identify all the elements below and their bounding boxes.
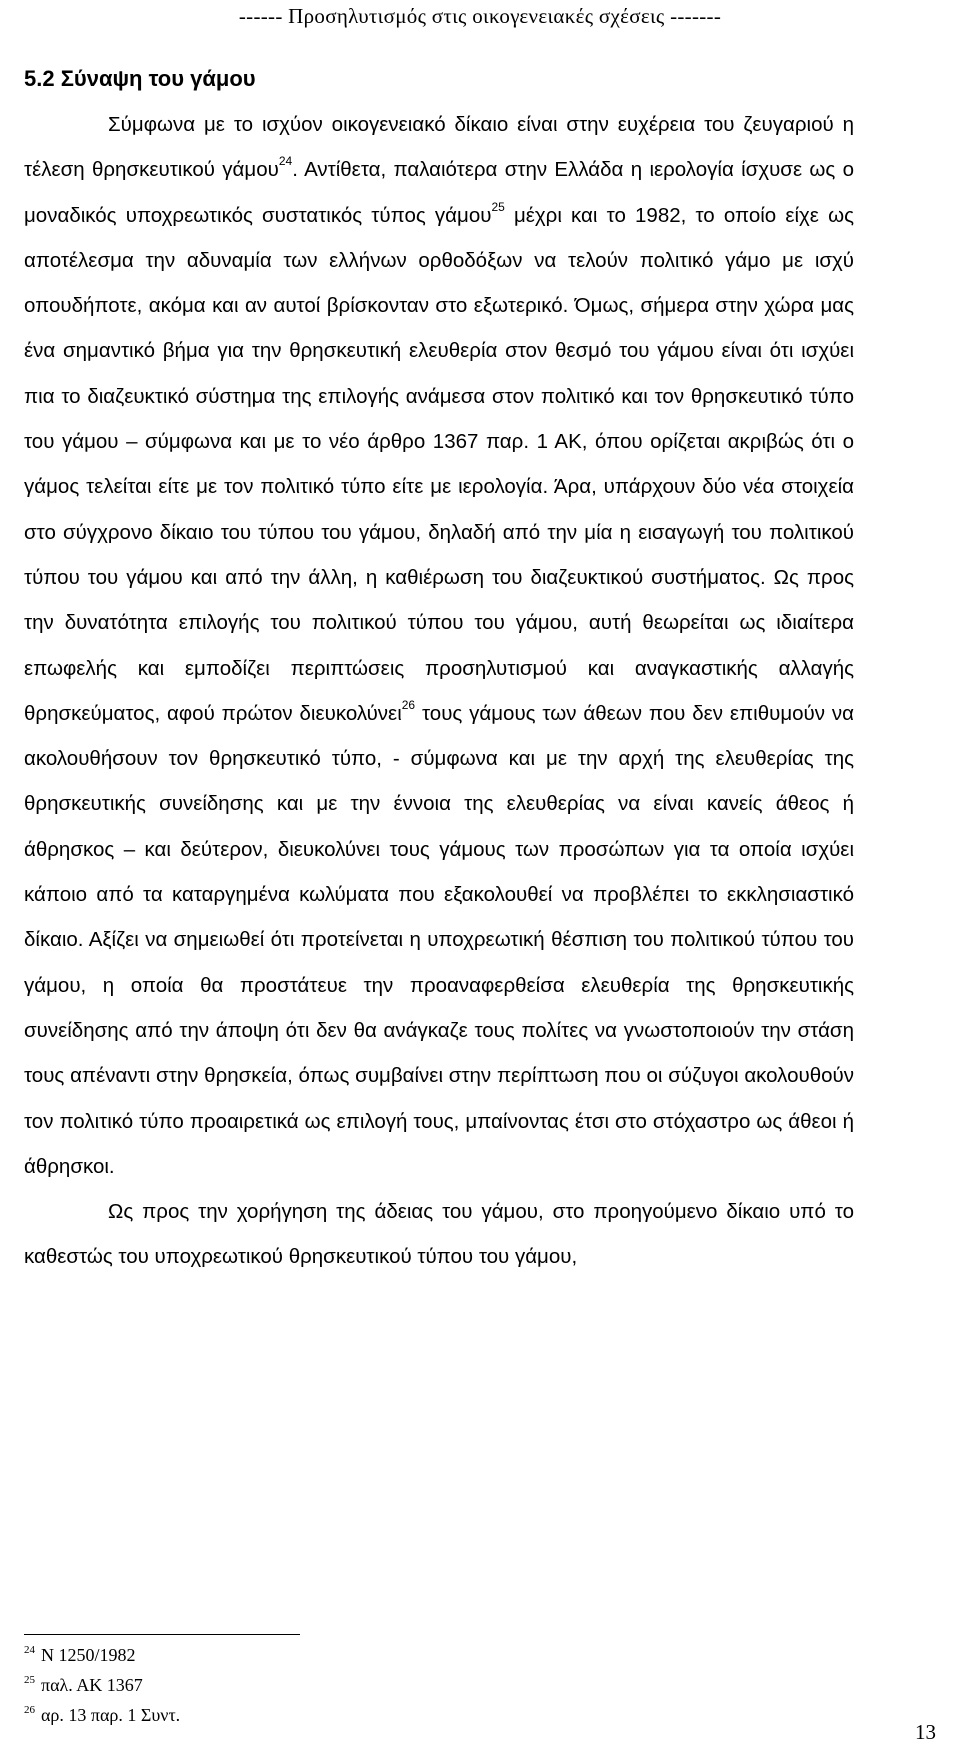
page-number: 13 [915,1720,936,1744]
footnotes [24,1642,180,1732]
paragraph-1-part-b: . Αντίθετα, παλαιότερα στην Ελλάδα η ιερολογία ίσχυσε ως ο μοναδικός υποχρεωτικός συστατικός τύπος γάμου [24,158,855,227]
footnote-separator [24,1634,300,1635]
footnote-26 [24,1702,180,1732]
footnote-text: Ν 1250/1982 [41,1645,136,1665]
footnote-ref-26: 26 [401,697,416,712]
footnote-text: παλ. ΑΚ 1367 [41,1675,143,1695]
paragraph-1-part-a: Σύμφωνα με το ισχύον οικογενειακό δίκαιο είναι στην ευχέρεια του ζευγαριού η τέλεση θρησκευτικού γάμου [24,113,854,182]
running-header: ------ Προσηλυτισμός στις οικογενειακές σχέσεις ------- [238,4,722,28]
paragraph-1-part-d: τους γάμους των άθεων που δεν επιθυμούν να ακολουθήσουν τον θρησκευτικό τύπο, - σύμφωνα και με την αρχή της ελευθερίας της θρησκευτικής συνείδησης και με την έννοια της ελευθερίας να είναι κανείς άθεος ή άθρησκος – και δεύτερον, διευκολύνει τους γάμους των προσώπων για τα οποία ισχύει κάποιο από τα καταργημένα κωλύματα που εξακολουθεί να προβλέπει το εκκλησιαστικό δίκαιο. Αξίζει να σημειωθεί ότι προτείνεται η υποχρεωτική θέσπιση του πολιτικού τύπου του γάμου, η οποία θα προστάτευε την προαναφερθείσα ελευθερία της θρησκευτικής συνείδησης από την άποψη ότι δεν θα ανάγκαζε τους πολίτες να γνωστοποιούν την στάση τους απέναντι στην θρησκεία, όπως συμβαίνει στην περίπτωση που οι σύζυγοι ακολουθούν τον πολιτικό τύπο προαιρετικά ως επιλογή τους, μπαίνοντας έτσι στο στόχαστρο ως άθεοι ή άθρησκοι. [24,701,854,1178]
footnote-ref-25: 25 [491,199,505,214]
footnote-ref-24: 24 [278,154,293,169]
paragraph-2: Ως προς την χορήγηση της άδειας του γάμου, στο προηγούμενο δίκαιο υπό το καθεστώς του υποχρεωτικού θρησκευτικού τύπου του γάμου, [24,1200,854,1269]
footnote-number: 26 [24,1704,35,1716]
footnote-24 [24,1642,180,1672]
footnote-number: 25 [24,1674,35,1686]
footnote-number: 24 [24,1644,35,1656]
section-heading: 5.2 Σύναψη του γάμου [24,66,256,91]
footnote-text: αρ. 13 παρ. 1 Συντ. [41,1705,181,1725]
footnote-25 [24,1672,180,1702]
body-text [24,102,854,1280]
paragraph-1 [24,102,854,1189]
paragraph-1-part-c: μέχρι και το 1982, το οποίο είχε ως αποτέλεσμα την αδυναμία των ελλήνων ορθοδόξων να τελούν πολιτικό γάμο με ισχύ οπουδήποτε, ακόμα και αν αυτοί βρίσκονταν στο εξωτερικό. Όμως, σήμερα στην χώρα μας ένα σημαντικό βήμα για την θρησκευτική ελευθερία στον θεσμό του γάμου είναι ότι ισχύει πια το διαζευκτικό σύστημα της επιλογής ανάμεσα στον πολιτικό και τον θρησκευτικό τύπο του γάμου – σύμφωνα και με το νέο άρθρο 1367 παρ. 1 ΑΚ, όπου ορίζεται ακριβώς ότι ο γάμος τελείται είτε με τον πολιτικό τύπο είτε με ιερολογία. Άρα, υπάρχουν δύο νέα στοιχεία στο σύγχρονο δίκαιο του τύπου του γάμου, δηλαδή από την μία η εισαγωγή του πολιτικού τύπου του γάμου και από την άλλη, η καθιέρωση του διαζευκτικού συστήματος. Ως προς την δυνατότητα επιλογής του πολιτικού τύπου του γάμου, αυτή θεωρείται ως ιδιαίτερα επωφελής και εμποδίζει περιπτώσεις προσηλυτισμού και αναγκαστικής αλλαγής θρησκεύματος, αφού πρώτον διευκολύνει [24,203,854,725]
